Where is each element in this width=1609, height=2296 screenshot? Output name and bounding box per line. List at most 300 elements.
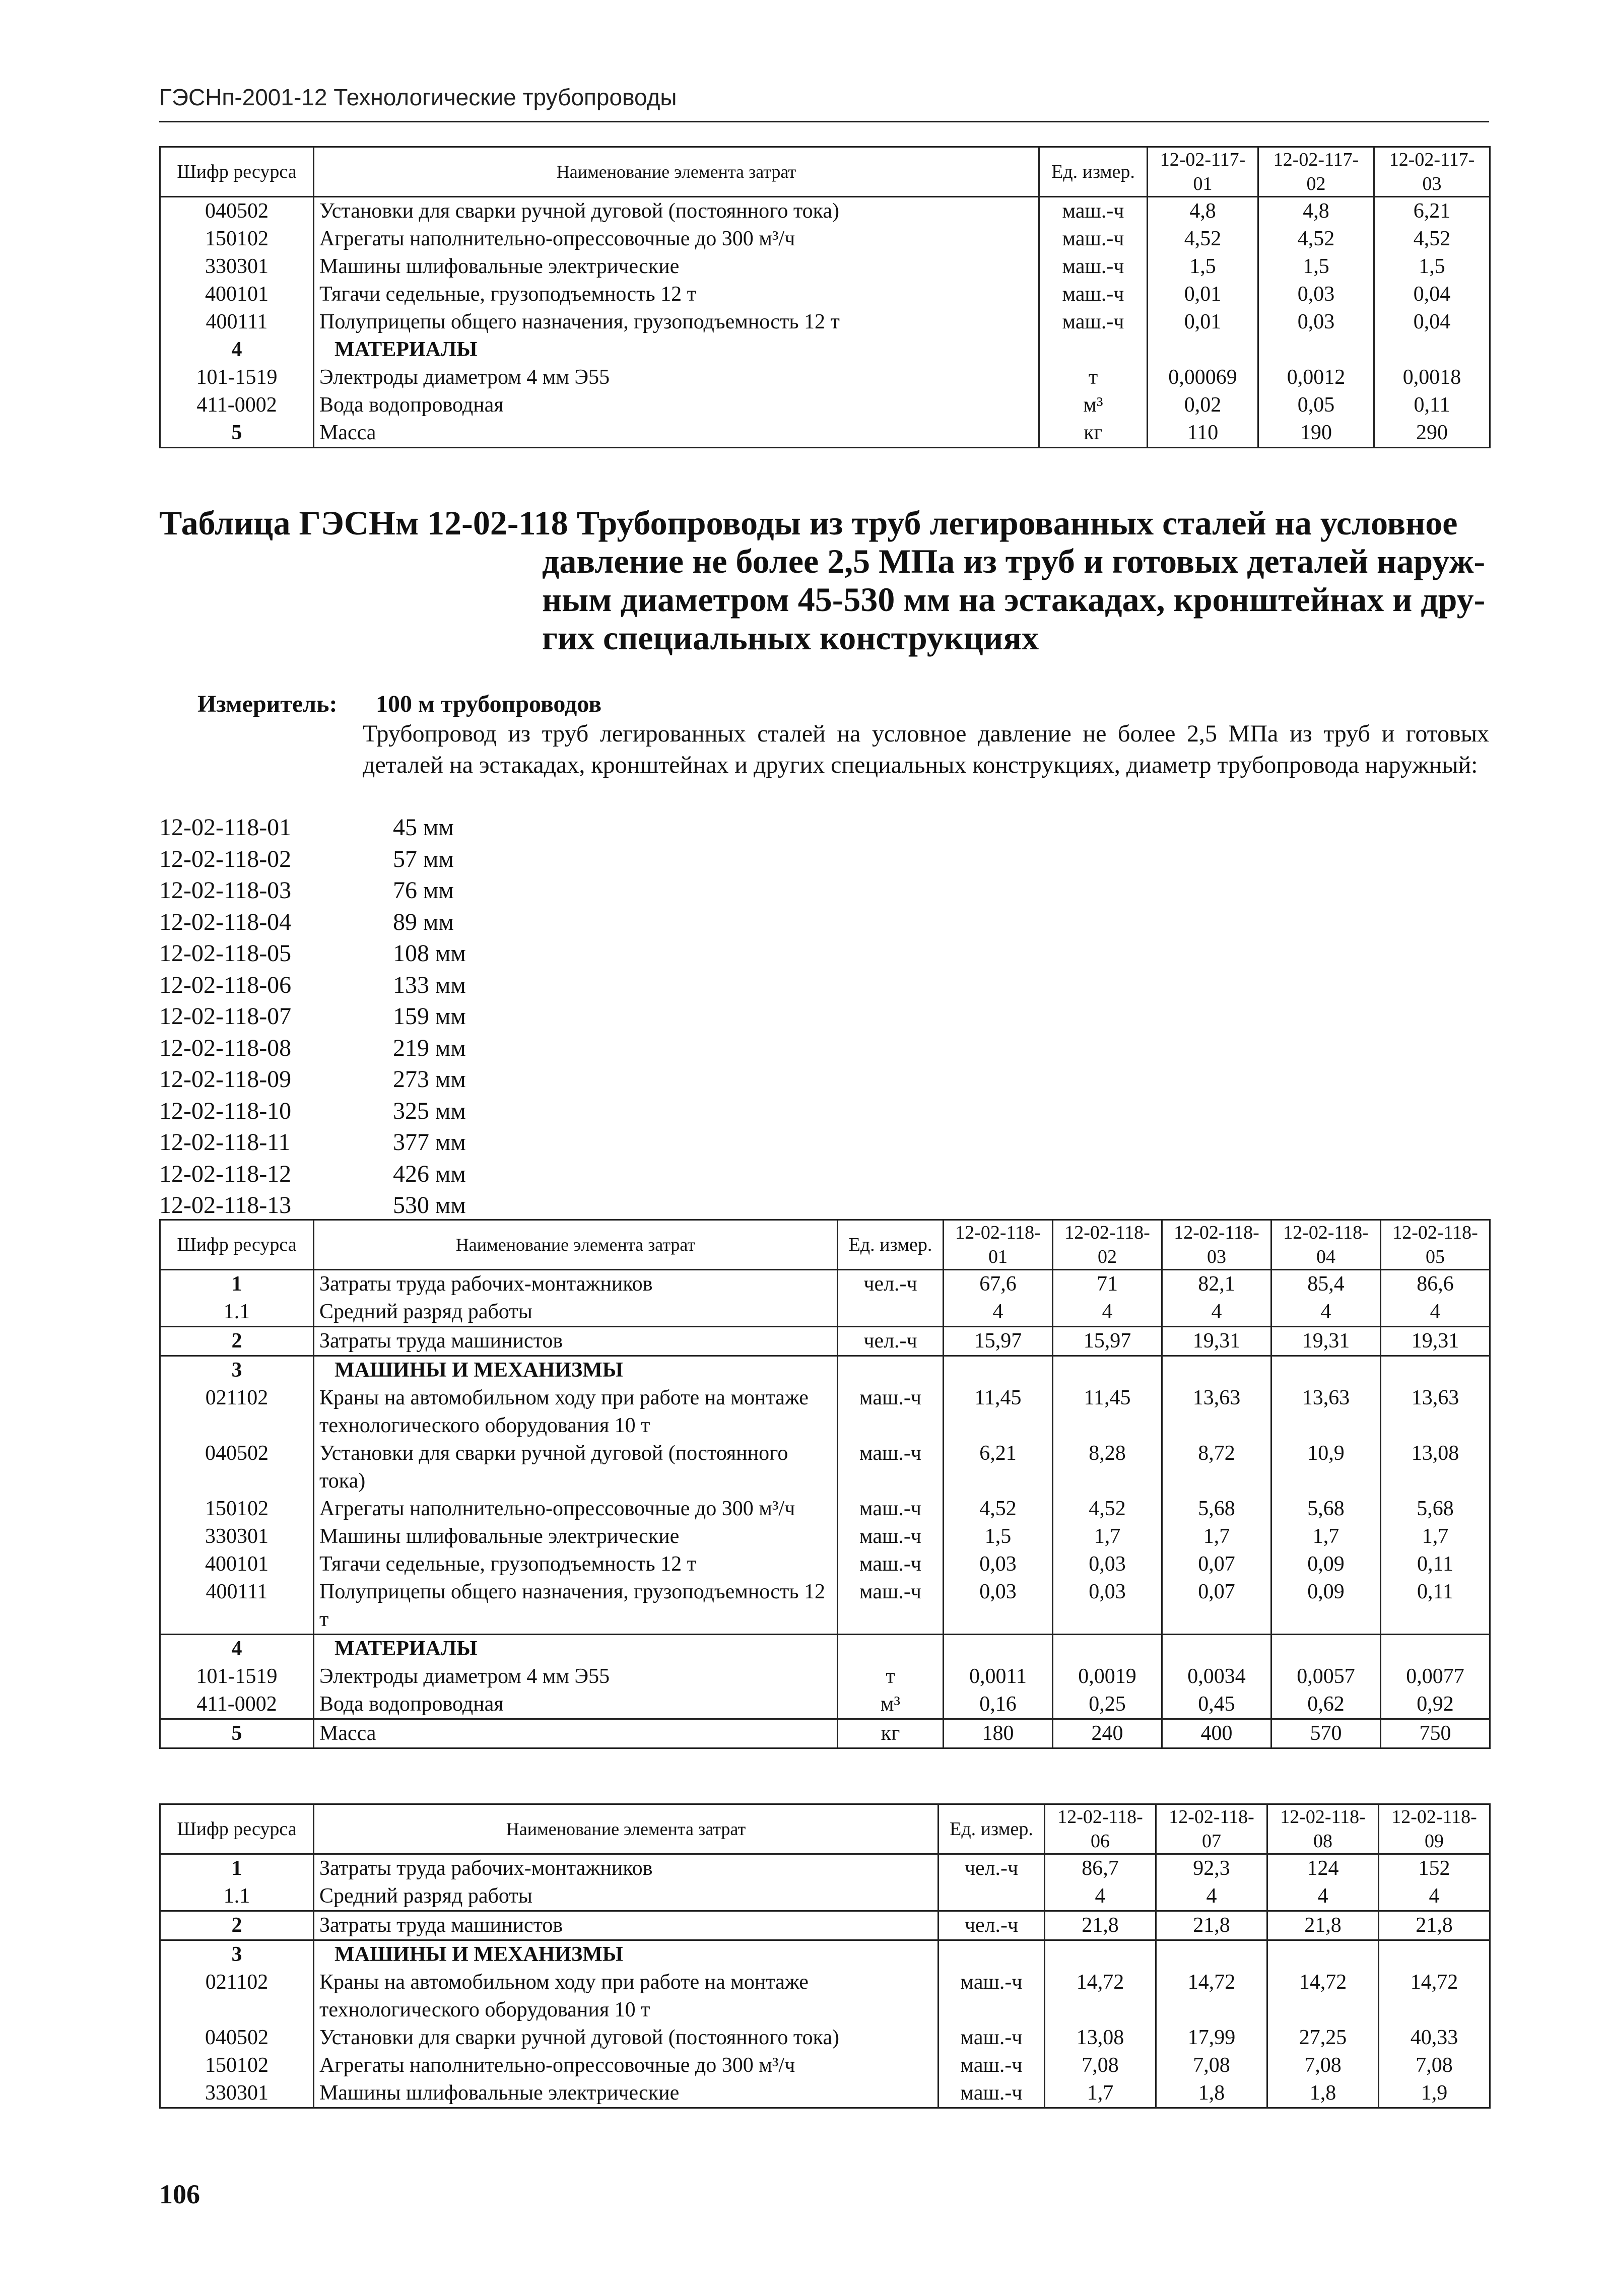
header-unit: Ед. измер. xyxy=(838,1220,944,1270)
cell-value: 5,68 xyxy=(1381,1495,1490,1523)
cell-value: 0,04 xyxy=(1374,281,1490,308)
code-list-item xyxy=(159,844,466,875)
table-row xyxy=(160,2024,1490,2052)
cell-name: Масса xyxy=(314,1719,838,1748)
header-code: Шифр ресурса xyxy=(160,147,314,197)
header-code: Шифр ресурса xyxy=(160,1220,314,1270)
section-row xyxy=(160,1940,1490,1969)
cell-name: Установки для сварки ручной дуговой (постоянного тока) xyxy=(314,197,1039,226)
cell-code: 411-0002 xyxy=(160,1691,314,1719)
cell-value: 0,0034 xyxy=(1162,1663,1271,1691)
cell-value: 11,45 xyxy=(944,1384,1053,1440)
cell-value: 124 xyxy=(1267,1854,1379,1883)
cell-unit: чел.-ч xyxy=(938,1911,1045,1940)
cell-code: 150102 xyxy=(160,225,314,253)
section-row xyxy=(160,336,1490,364)
cell-name: МАТЕРИАЛЫ xyxy=(314,1635,838,1663)
cell-value xyxy=(1258,336,1374,364)
cell-unit xyxy=(938,1882,1045,1911)
cell-code: 411-0002 xyxy=(160,391,314,419)
table-row xyxy=(160,281,1490,308)
header-unit: Ед. измер. xyxy=(1039,147,1148,197)
cell-name: Затраты труда машинистов xyxy=(314,1327,838,1356)
cell-value: 1,8 xyxy=(1156,2079,1267,2108)
cell-unit: маш.-ч xyxy=(838,1440,944,1495)
cell-value: 4 xyxy=(1045,1882,1156,1911)
cell-unit xyxy=(838,1635,944,1663)
cell-unit: маш.-ч xyxy=(838,1495,944,1523)
cell-value xyxy=(1381,1356,1490,1385)
header-norm-code: 12-02-117-02 xyxy=(1258,147,1374,197)
header-norm-code: 12-02-117-01 xyxy=(1148,147,1258,197)
cell-value: 0,03 xyxy=(1053,1550,1162,1578)
header-name: Наименование элемента затрат xyxy=(314,1804,938,1854)
section-row xyxy=(160,1635,1490,1663)
cell-code: 150102 xyxy=(160,1495,314,1523)
pipe-diameter: 530 мм xyxy=(393,1192,466,1219)
table-row xyxy=(160,197,1490,226)
cell-value: 0,16 xyxy=(944,1691,1053,1719)
code-list-item xyxy=(159,938,466,970)
cell-code: 021102 xyxy=(160,1969,314,2024)
table-row xyxy=(160,308,1490,336)
cell-unit: м³ xyxy=(1039,391,1148,419)
code-list-item xyxy=(159,1096,466,1127)
cell-value: 0,03 xyxy=(1258,281,1374,308)
cell-value: 1,7 xyxy=(1053,1523,1162,1550)
running-header: ГЭСНп-2001-12 Технологические трубопроводы xyxy=(159,84,677,110)
cell-name: Вода водопроводная xyxy=(314,391,1039,419)
cell-code: 400101 xyxy=(160,1550,314,1578)
cell-name: Агрегаты наполнительно-опрессовочные до 300 м³/ч xyxy=(314,225,1039,253)
cell-value: 27,25 xyxy=(1267,2024,1379,2052)
norm-code: 12-02-118-09 xyxy=(159,1066,292,1093)
cell-value: 4,52 xyxy=(1258,225,1374,253)
pipe-diameter: 426 мм xyxy=(393,1160,466,1187)
cell-value: 0,03 xyxy=(944,1550,1053,1578)
cell-unit: маш.-ч xyxy=(1039,308,1148,336)
cell-code: 021102 xyxy=(160,1384,314,1440)
table-row xyxy=(160,1440,1490,1495)
cell-unit: маш.-ч xyxy=(838,1523,944,1550)
cell-value: 8,28 xyxy=(1053,1440,1162,1495)
cell-value: 14,72 xyxy=(1267,1969,1379,2024)
cell-name: Средний разряд работы xyxy=(314,1882,938,1911)
code-list-item xyxy=(159,875,466,907)
cell-unit: кг xyxy=(838,1719,944,1748)
cell-value: 1,7 xyxy=(1271,1523,1381,1550)
cell-value: 5,68 xyxy=(1162,1495,1271,1523)
cell-value: 7,08 xyxy=(1045,2052,1156,2079)
cell-value: 21,8 xyxy=(1267,1911,1379,1940)
cell-value: 15,97 xyxy=(1053,1327,1162,1356)
cell-value: 21,8 xyxy=(1156,1911,1267,1940)
header-norm-code: 12-02-118-03 xyxy=(1162,1220,1271,1270)
cell-value: 1,8 xyxy=(1267,2079,1379,2108)
cell-value: 14,72 xyxy=(1379,1969,1490,2024)
cell-unit: чел.-ч xyxy=(838,1270,944,1299)
cell-value: 5,68 xyxy=(1271,1495,1381,1523)
pipe-diameter: 377 мм xyxy=(393,1129,466,1156)
cell-name: Агрегаты наполнительно-опрессовочные до 300 м³/ч xyxy=(314,1495,838,1523)
cell-unit: м³ xyxy=(838,1691,944,1719)
cell-value: 240 xyxy=(1053,1719,1162,1748)
header-norm-code: 12-02-118-09 xyxy=(1379,1804,1490,1854)
cell-value: 0,11 xyxy=(1381,1578,1490,1635)
cell-name: Тягачи седельные, грузоподъемность 12 т xyxy=(314,1550,838,1578)
cell-value: 7,08 xyxy=(1156,2052,1267,2079)
cell-value: 0,62 xyxy=(1271,1691,1381,1719)
cell-name: Электроды диаметром 4 мм Э55 xyxy=(314,1663,838,1691)
cell-unit: чел.-ч xyxy=(938,1854,1045,1883)
norm-code: 12-02-118-11 xyxy=(159,1129,291,1156)
header-norm-code: 12-02-118-01 xyxy=(944,1220,1053,1270)
norm-code: 12-02-118-12 xyxy=(159,1160,292,1187)
pipe-diameter: 325 мм xyxy=(393,1097,466,1124)
table-title-lead: Таблица ГЭСНм 12-02-118 Трубопроводы из труб легированных сталей на условное xyxy=(159,504,1458,542)
cell-value: 110 xyxy=(1148,419,1258,448)
cell-value: 13,63 xyxy=(1162,1384,1271,1440)
cell-value: 0,02 xyxy=(1148,391,1258,419)
cell-name: Затраты труда рабочих-монтажников xyxy=(314,1270,838,1299)
code-list-item xyxy=(159,1001,466,1033)
table-row xyxy=(160,1719,1490,1748)
table-row xyxy=(160,1495,1490,1523)
table-row xyxy=(160,1550,1490,1578)
cell-value: 13,63 xyxy=(1381,1384,1490,1440)
cell-name: Затраты труда рабочих-монтажников xyxy=(314,1854,938,1883)
cell-value: 0,03 xyxy=(1053,1578,1162,1635)
cell-name: Машины шлифовальные электрические xyxy=(314,1523,838,1550)
cell-unit xyxy=(838,1298,944,1327)
norm-code: 12-02-118-04 xyxy=(159,908,292,935)
cell-name: Машины шлифовальные электрические xyxy=(314,2079,938,2108)
cell-value xyxy=(1162,1635,1271,1663)
table-row xyxy=(160,1882,1490,1911)
pipe-diameter: 219 мм xyxy=(393,1034,466,1061)
cell-unit: маш.-ч xyxy=(838,1384,944,1440)
table-row xyxy=(160,1691,1490,1719)
cell-unit: т xyxy=(1039,364,1148,391)
header-name: Наименование элемента затрат xyxy=(314,1220,838,1270)
cell-value: 4,8 xyxy=(1148,197,1258,226)
cell-value: 0,45 xyxy=(1162,1691,1271,1719)
code-list xyxy=(159,812,466,1222)
resource-table-117 xyxy=(159,146,1491,448)
page-number: 106 xyxy=(159,2179,200,2209)
cell-code: 4 xyxy=(160,1635,314,1663)
cell-name: МАШИНЫ И МЕХАНИЗМЫ xyxy=(314,1356,838,1385)
cell-value: 7,08 xyxy=(1267,2052,1379,2079)
cell-value: 7,08 xyxy=(1379,2052,1490,2079)
cell-value xyxy=(1379,1940,1490,1969)
meter-value: 100 м трубопроводов xyxy=(376,691,602,717)
cell-value: 0,25 xyxy=(1053,1691,1162,1719)
cell-name: Агрегаты наполнительно-опрессовочные до 300 м³/ч xyxy=(314,2052,938,2079)
cell-value: 0,0011 xyxy=(944,1663,1053,1691)
cell-unit: маш.-ч xyxy=(838,1578,944,1635)
code-list-item xyxy=(159,812,466,844)
norm-code: 12-02-118-10 xyxy=(159,1097,292,1124)
table-row xyxy=(160,1298,1490,1327)
cell-value xyxy=(944,1356,1053,1385)
header-unit: Ед. измер. xyxy=(938,1804,1045,1854)
cell-value: 19,31 xyxy=(1271,1327,1381,1356)
cell-code: 330301 xyxy=(160,2079,314,2108)
table-header-row xyxy=(160,1804,1490,1854)
cell-code: 1.1 xyxy=(160,1882,314,1911)
cell-value xyxy=(1053,1635,1162,1663)
cell-code: 101-1519 xyxy=(160,364,314,391)
table-row xyxy=(160,1969,1490,2024)
cell-value: 750 xyxy=(1381,1719,1490,1748)
code-list-item xyxy=(159,907,466,938)
pipe-diameter: 45 мм xyxy=(393,814,454,841)
cell-value: 10,9 xyxy=(1271,1440,1381,1495)
cell-name: Электроды диаметром 4 мм Э55 xyxy=(314,364,1039,391)
norm-code: 12-02-118-13 xyxy=(159,1192,292,1219)
cell-unit: маш.-ч xyxy=(1039,281,1148,308)
code-list-item xyxy=(159,1190,466,1222)
code-list-item xyxy=(159,970,466,1001)
cell-value: 0,03 xyxy=(944,1578,1053,1635)
cell-name: Полуприцепы общего назначения, грузоподъемность 12 т xyxy=(314,308,1039,336)
table-row xyxy=(160,1578,1490,1635)
cell-value: 1,5 xyxy=(1148,253,1258,281)
cell-value xyxy=(1156,1940,1267,1969)
table-header-row xyxy=(160,1220,1490,1270)
pipe-diameter: 57 мм xyxy=(393,845,454,872)
cell-value: 1,5 xyxy=(1258,253,1374,281)
cell-unit: маш.-ч xyxy=(1039,197,1148,226)
table-row xyxy=(160,2052,1490,2079)
cell-value: 13,63 xyxy=(1271,1384,1381,1440)
cell-value: 4 xyxy=(1381,1298,1490,1327)
cell-code: 101-1519 xyxy=(160,1663,314,1691)
cell-name: Вода водопроводная xyxy=(314,1691,838,1719)
cell-code: 150102 xyxy=(160,2052,314,2079)
cell-code: 1.1 xyxy=(160,1298,314,1327)
cell-value: 4 xyxy=(1053,1298,1162,1327)
cell-code: 4 xyxy=(160,336,314,364)
cell-value: 0,05 xyxy=(1258,391,1374,419)
pipe-diameter: 76 мм xyxy=(393,877,454,904)
header-norm-code: 12-02-118-06 xyxy=(1045,1804,1156,1854)
table-row xyxy=(160,1270,1490,1299)
cell-name: МАТЕРИАЛЫ xyxy=(314,336,1039,364)
section-row xyxy=(160,1356,1490,1385)
norm-code: 12-02-118-02 xyxy=(159,845,292,872)
cell-value: 1,5 xyxy=(944,1523,1053,1550)
cell-value: 0,0018 xyxy=(1374,364,1490,391)
cell-value: 85,4 xyxy=(1271,1270,1381,1299)
table-row xyxy=(160,419,1490,448)
resource-table-118-01-05 xyxy=(159,1219,1491,1749)
cell-value: 0,0012 xyxy=(1258,364,1374,391)
cell-value: 1,7 xyxy=(1381,1523,1490,1550)
norm-code: 12-02-118-06 xyxy=(159,971,292,998)
table-header-row xyxy=(160,147,1490,197)
cell-value: 15,97 xyxy=(944,1327,1053,1356)
cell-code: 1 xyxy=(160,1854,314,1883)
cell-value: 4,8 xyxy=(1258,197,1374,226)
cell-value: 4,52 xyxy=(1374,225,1490,253)
cell-value: 1,9 xyxy=(1379,2079,1490,2108)
header-norm-code: 12-02-117-03 xyxy=(1374,147,1490,197)
cell-value: 0,11 xyxy=(1381,1550,1490,1578)
cell-value: 190 xyxy=(1258,419,1374,448)
cell-name: Масса xyxy=(314,419,1039,448)
cell-value xyxy=(1381,1635,1490,1663)
cell-value: 4,52 xyxy=(1148,225,1258,253)
cell-value: 4 xyxy=(944,1298,1053,1327)
cell-value xyxy=(1271,1635,1381,1663)
cell-name: Краны на автомобильном ходу при работе на монтаже технологического оборудования 10 т xyxy=(314,1969,938,2024)
cell-value: 40,33 xyxy=(1379,2024,1490,2052)
table-row xyxy=(160,1327,1490,1356)
table-title-continuation xyxy=(159,542,1489,657)
resource-table-118-06-09 xyxy=(159,1803,1491,2109)
cell-value: 0,01 xyxy=(1148,281,1258,308)
norm-code: 12-02-118-05 xyxy=(159,940,292,967)
cell-value xyxy=(1045,1940,1156,1969)
table-row xyxy=(160,364,1490,391)
cell-value: 0,0057 xyxy=(1271,1663,1381,1691)
cell-value: 19,31 xyxy=(1381,1327,1490,1356)
cell-value: 71 xyxy=(1053,1270,1162,1299)
cell-value: 4 xyxy=(1156,1882,1267,1911)
cell-value: 4 xyxy=(1162,1298,1271,1327)
cell-value: 0,09 xyxy=(1271,1550,1381,1578)
cell-value: 0,00069 xyxy=(1148,364,1258,391)
cell-value xyxy=(1271,1356,1381,1385)
cell-value: 6,21 xyxy=(1374,197,1490,226)
cell-code: 2 xyxy=(160,1327,314,1356)
header-rule xyxy=(159,121,1489,122)
cell-value: 86,6 xyxy=(1381,1270,1490,1299)
cell-value: 290 xyxy=(1374,419,1490,448)
cell-value: 0,11 xyxy=(1374,391,1490,419)
cell-name: Полуприцепы общего назначения, грузоподъемность 12 т xyxy=(314,1578,838,1635)
cell-code: 040502 xyxy=(160,2024,314,2052)
cell-code: 5 xyxy=(160,1719,314,1748)
cell-unit: маш.-ч xyxy=(938,2052,1045,2079)
cell-value: 152 xyxy=(1379,1854,1490,1883)
cell-value: 17,99 xyxy=(1156,2024,1267,2052)
cell-value: 0,04 xyxy=(1374,308,1490,336)
cell-unit: маш.-ч xyxy=(938,2024,1045,2052)
header-norm-code: 12-02-118-02 xyxy=(1053,1220,1162,1270)
cell-value: 14,72 xyxy=(1156,1969,1267,2024)
cell-name: Краны на автомобильном ходу при работе на монтаже технологического оборудования 10 т xyxy=(314,1384,838,1440)
cell-value: 19,31 xyxy=(1162,1327,1271,1356)
cell-code: 3 xyxy=(160,1356,314,1385)
cell-unit: маш.-ч xyxy=(1039,253,1148,281)
cell-name: Установки для сварки ручной дуговой (постоянного тока) xyxy=(314,1440,838,1495)
cell-value: 4 xyxy=(1267,1882,1379,1911)
cell-value xyxy=(1374,336,1490,364)
header-name: Наименование элемента затрат xyxy=(314,147,1039,197)
code-list-item xyxy=(159,1064,466,1096)
table-row xyxy=(160,391,1490,419)
table-row xyxy=(160,1384,1490,1440)
cell-unit xyxy=(1039,336,1148,364)
header-norm-code: 12-02-118-05 xyxy=(1381,1220,1490,1270)
cell-name: Затраты труда машинистов xyxy=(314,1911,938,1940)
cell-value: 8,72 xyxy=(1162,1440,1271,1495)
cell-code: 400111 xyxy=(160,1578,314,1635)
cell-value: 92,3 xyxy=(1156,1854,1267,1883)
table-row xyxy=(160,1911,1490,1940)
header-norm-code: 12-02-118-04 xyxy=(1271,1220,1381,1270)
cell-unit xyxy=(838,1356,944,1385)
cell-value: 21,8 xyxy=(1045,1911,1156,1940)
cell-value xyxy=(1148,336,1258,364)
cell-unit: маш.-ч xyxy=(1039,225,1148,253)
cell-name: Машины шлифовальные электрические xyxy=(314,253,1039,281)
cell-name: Средний разряд работы xyxy=(314,1298,838,1327)
cell-value: 0,0077 xyxy=(1381,1663,1490,1691)
header-code: Шифр ресурса xyxy=(160,1804,314,1854)
cell-value: 400 xyxy=(1162,1719,1271,1748)
code-list-item xyxy=(159,1127,466,1159)
cell-unit: маш.-ч xyxy=(838,1550,944,1578)
cell-value: 21,8 xyxy=(1379,1911,1490,1940)
cell-code: 330301 xyxy=(160,253,314,281)
pipe-diameter: 133 мм xyxy=(393,971,466,998)
title-line: давление не более 2,5 МПа из труб и готовых деталей наруж- xyxy=(542,542,1486,580)
cell-value: 0,07 xyxy=(1162,1578,1271,1635)
norm-code: 12-02-118-07 xyxy=(159,1003,292,1030)
cell-code: 400111 xyxy=(160,308,314,336)
cell-value: 0,09 xyxy=(1271,1578,1381,1635)
title-line: гих специальных конструкциях xyxy=(542,619,1039,657)
table-row xyxy=(160,1854,1490,1883)
cell-code: 040502 xyxy=(160,197,314,226)
cell-name: МАШИНЫ И МЕХАНИЗМЫ xyxy=(314,1940,938,1969)
cell-value: 82,1 xyxy=(1162,1270,1271,1299)
norm-code: 12-02-118-08 xyxy=(159,1034,292,1061)
cell-value xyxy=(1267,1940,1379,1969)
cell-value: 0,0019 xyxy=(1053,1663,1162,1691)
cell-value xyxy=(944,1635,1053,1663)
cell-code: 5 xyxy=(160,419,314,448)
pipe-diameter: 89 мм xyxy=(393,908,454,935)
header-norm-code: 12-02-118-07 xyxy=(1156,1804,1267,1854)
cell-unit: т xyxy=(838,1663,944,1691)
pipe-diameter: 273 мм xyxy=(393,1066,466,1093)
cell-value: 13,08 xyxy=(1381,1440,1490,1495)
code-list-item xyxy=(159,1033,466,1064)
cell-value: 1,7 xyxy=(1045,2079,1156,2108)
cell-value: 4 xyxy=(1271,1298,1381,1327)
cell-unit: маш.-ч xyxy=(938,1969,1045,2024)
cell-value: 67,6 xyxy=(944,1270,1053,1299)
cell-code: 1 xyxy=(160,1270,314,1299)
cell-name: Тягачи седельные, грузоподъемность 12 т xyxy=(314,281,1039,308)
cell-value: 4,52 xyxy=(944,1495,1053,1523)
cell-value: 4,52 xyxy=(1053,1495,1162,1523)
cell-unit: кг xyxy=(1039,419,1148,448)
table-row xyxy=(160,225,1490,253)
cell-value: 0,92 xyxy=(1381,1691,1490,1719)
cell-value: 13,08 xyxy=(1045,2024,1156,2052)
cell-value: 0,01 xyxy=(1148,308,1258,336)
cell-code: 400101 xyxy=(160,281,314,308)
cell-value: 86,7 xyxy=(1045,1854,1156,1883)
cell-unit: маш.-ч xyxy=(938,2079,1045,2108)
meter-description: Трубопровод из труб легированных сталей на условное давление не более 2,5 МПа из труб и готовых деталей на эстакадах, кронштейнах и других специальных конструкциях, диаметр трубопровода наружный: xyxy=(363,720,1489,778)
